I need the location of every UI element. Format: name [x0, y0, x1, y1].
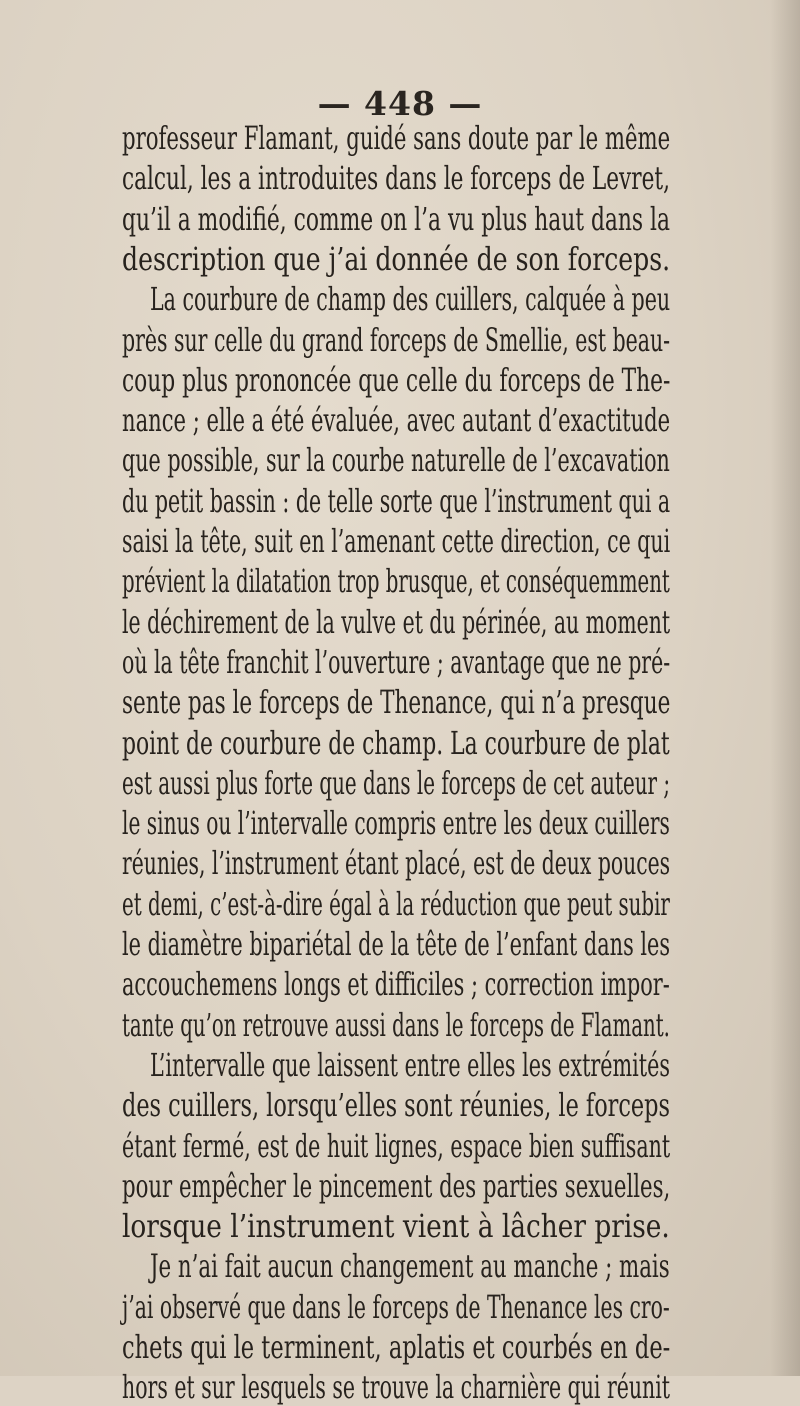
text-line: sente pas le forceps de Thenance, qui n’a presque: [122, 683, 671, 722]
text-line: des cuillers, lorsqu’elles sont réunies, le forceps: [122, 1086, 670, 1125]
text-line: Je n’ai fait aucun changement au manche ; mais: [150, 1247, 670, 1286]
text-line: lorsque l’instrument vient à lâcher prise.: [122, 1207, 670, 1246]
text-line: réunies, l’instrument étant placé, est de deux pouces: [122, 844, 671, 883]
text-line: saisi la tête, suit en l’amenant cette direction, ce qui: [122, 522, 671, 560]
text-line: étant fermé, est de huit lignes, espace bien suffisant: [122, 1126, 671, 1165]
text-line: accouchemens longs et difficiles ; correction impor-: [122, 965, 670, 1004]
page-edge-shadow: [770, 0, 800, 1376]
text-line: chets qui le terminent, aplatis et courbés en de-: [122, 1328, 671, 1366]
text-line: description que j’ai donnée de son forceps.: [122, 239, 671, 278]
text-line: professeur Flamant, guidé sans doute par le même: [122, 119, 671, 157]
text-line: nance ; elle a été évaluée, avec autant d’exactitude: [122, 401, 671, 440]
text-line: et demi, c’est-à-dire égal à la réduction que peut subir: [122, 884, 670, 923]
text-line: où la tête franchit l’ouverture ; avantage que ne pré-: [122, 642, 671, 681]
text-line: hors et sur lesquels se trouve la charnière qui réunit: [122, 1368, 671, 1406]
text-line: qu’il a modifié, comme on l’a vu plus haut dans la: [122, 199, 670, 238]
text-line: du petit bassin : de telle sorte que l’instrument qui a: [122, 481, 671, 520]
text-line: tante qu’on retrouve aussi dans le forceps de Flamant.: [122, 1005, 670, 1044]
text-line: j’ai observé que dans le forceps de Thenance les cro-: [122, 1287, 670, 1326]
text-line: coup plus prononcée que celle du forceps de The-: [122, 360, 671, 399]
text-line: près sur celle du grand forceps de Smellie, est beau-: [122, 320, 671, 359]
text-line: point de courbure de champ. La courbure de plat: [122, 723, 670, 762]
text-line: le sinus ou l’intervalle compris entre les deux cuillers: [122, 804, 670, 843]
text-line: La courbure de champ des cuillers, calquée à peu: [150, 280, 671, 319]
text-line: est aussi plus forte que dans le forceps de cet auteur ;: [122, 763, 671, 802]
text-line: le déchirement de la vulve et du périnée, au moment: [122, 602, 671, 641]
text-line: calcul, les a introduites dans le forceps de Levret,: [122, 159, 670, 198]
text-line: le diamètre bipariétal de la tête de l’enfant dans les: [122, 925, 671, 963]
text-line: que possible, sur la courbe naturelle de l’excavation: [122, 441, 670, 480]
text-line: prévient la dilatation trop brusque, et conséquemment: [122, 562, 670, 601]
page-number: — 448 —: [317, 84, 483, 123]
text-line: L’intervalle que laissent entre elles les extrémités: [150, 1045, 670, 1084]
text-line: pour empêcher le pincement des parties sexuelles,: [122, 1166, 671, 1205]
